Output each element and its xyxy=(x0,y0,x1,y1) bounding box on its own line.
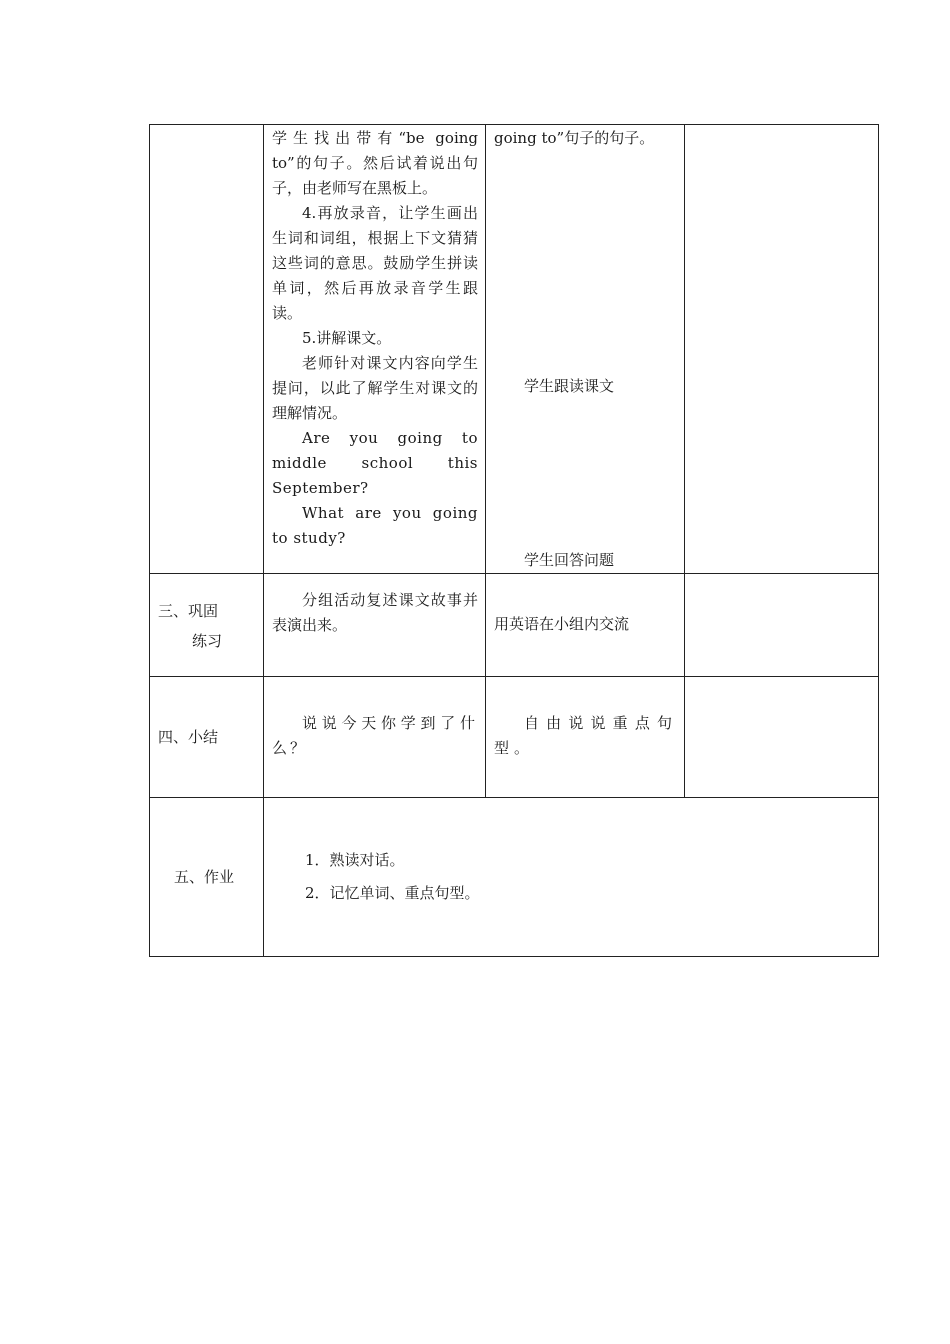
teacher-activity-cell xyxy=(264,574,486,677)
notes-cell xyxy=(685,677,879,798)
text-find-sentences: 学生找出带有“be going to”的句子。然后试着说出句子，由老师写在黑板上。 xyxy=(272,129,478,197)
text-free-talk: 自由说说重点句型。 xyxy=(494,714,677,757)
homework-item-2: 2．记忆单词、重点句型。 xyxy=(305,884,480,902)
text-step-5: 5.讲解课文。 xyxy=(302,329,392,347)
lesson-plan-table xyxy=(149,124,879,957)
text-answer-questions: 学生回答问题 xyxy=(524,551,615,569)
text-teacher-questions: 老师针对课文内容向学生提问，以此了解学生对课文的理解情况。 xyxy=(272,354,478,422)
text-group-activity: 分组活动复述课文故事并表演出来。 xyxy=(272,591,478,634)
student-activity-cell xyxy=(486,677,685,798)
text-step-4: 4.再放录音，让学生画出生词和词组，根据上下文猜猜这些词的意思。鼓励学生拼读单词，然后再放录音学生跟读。 xyxy=(272,204,478,322)
step-label-cell xyxy=(150,798,264,957)
homework-item-1: 1．熟读对话。 xyxy=(305,851,405,869)
table-row-homework xyxy=(150,798,879,957)
text-going-to-sentences: going to”句子的句子。 xyxy=(494,129,655,147)
text-question-1: Are you going to middle school this September? xyxy=(272,429,478,497)
label-homework: 五、作业 xyxy=(174,867,235,886)
text-follow-read: 学生跟读课文 xyxy=(524,377,615,395)
text-question-2: What are you going to study? xyxy=(272,504,478,547)
table-row-practice xyxy=(150,574,879,677)
label-practice-line2: 练习 xyxy=(192,632,223,650)
step-label-cell xyxy=(150,677,264,798)
teacher-activity-cell xyxy=(264,125,486,574)
teacher-activity-cell xyxy=(264,677,486,798)
label-practice-line1: 三、巩固 xyxy=(158,602,219,620)
step-label-cell xyxy=(150,125,264,574)
table-row-summary xyxy=(150,677,879,798)
notes-cell xyxy=(685,574,879,677)
homework-cell xyxy=(264,798,879,957)
label-summary: 四、小结 xyxy=(158,727,219,746)
student-activity-cell xyxy=(486,574,685,677)
table-row-continued-steps xyxy=(150,125,879,574)
text-what-learned: 说说今天你学到了什么？ xyxy=(272,714,478,757)
student-activity-cell xyxy=(486,125,685,574)
step-label-cell xyxy=(150,574,264,677)
text-english-exchange: 用英语在小组内交流 xyxy=(494,615,630,633)
notes-cell xyxy=(685,125,879,574)
